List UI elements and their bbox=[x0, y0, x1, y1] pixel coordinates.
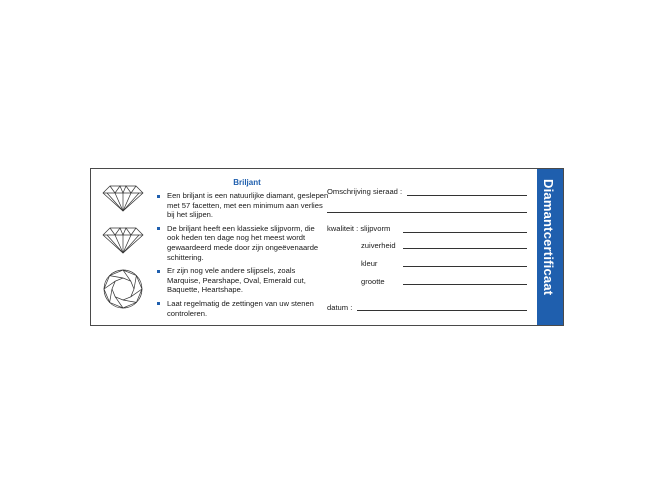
list-item bbox=[157, 299, 329, 318]
bullet-text: Laat regelmatig de zettingen van uw stenen controleren. bbox=[167, 298, 314, 318]
bullet-text: Een briljant is een natuurlijke diamant, geslepen met 57 facetten, met een minimum aan verlies bij het slijpen. bbox=[167, 191, 329, 220]
band-title: Diamantcertificaat bbox=[541, 179, 556, 296]
bullet-text: De briljant heeft een klassieke slijpvorm, die ook heden ten dage nog het meest wordt gewaardeerd mede door zijn ongeëvenaarde schittering. bbox=[167, 223, 319, 262]
diamond-certificate-card bbox=[90, 168, 564, 326]
certificate-band bbox=[537, 169, 563, 325]
certificate-form bbox=[327, 169, 537, 327]
clarity-field[interactable] bbox=[403, 248, 527, 249]
bullet-text: Er zijn nog vele andere slijpsels, zoals Marquise, Pearshape, Oval, Emerald cut, Baquette, Heartshape. bbox=[167, 266, 306, 295]
info-title: Briljant bbox=[233, 178, 261, 187]
size-label: grootte bbox=[361, 277, 385, 286]
description-field[interactable] bbox=[407, 195, 527, 196]
list-item bbox=[157, 224, 329, 262]
cut-field[interactable] bbox=[403, 232, 527, 233]
size-field[interactable] bbox=[403, 284, 527, 285]
list-item bbox=[157, 266, 329, 295]
color-field[interactable] bbox=[403, 266, 527, 267]
diamond-side-icon bbox=[101, 225, 145, 255]
info-section bbox=[157, 178, 329, 322]
color-label: kleur bbox=[361, 259, 378, 268]
description-field-line-2[interactable] bbox=[327, 212, 527, 213]
bullet-icon bbox=[157, 270, 160, 273]
bullet-icon bbox=[157, 302, 160, 305]
info-bullets bbox=[157, 191, 329, 318]
list-item bbox=[157, 191, 329, 220]
diamond-top-icon bbox=[101, 267, 145, 311]
bullet-icon bbox=[157, 195, 160, 198]
date-field[interactable] bbox=[357, 310, 527, 311]
date-label: datum : bbox=[327, 303, 353, 312]
quality-label: kwaliteit : slijpvorm bbox=[327, 224, 391, 233]
clarity-label: zuiverheid bbox=[361, 241, 396, 250]
description-label: Omschrijving sieraad : bbox=[327, 187, 403, 196]
bullet-icon bbox=[157, 227, 160, 230]
diamond-side-icon bbox=[101, 183, 145, 213]
